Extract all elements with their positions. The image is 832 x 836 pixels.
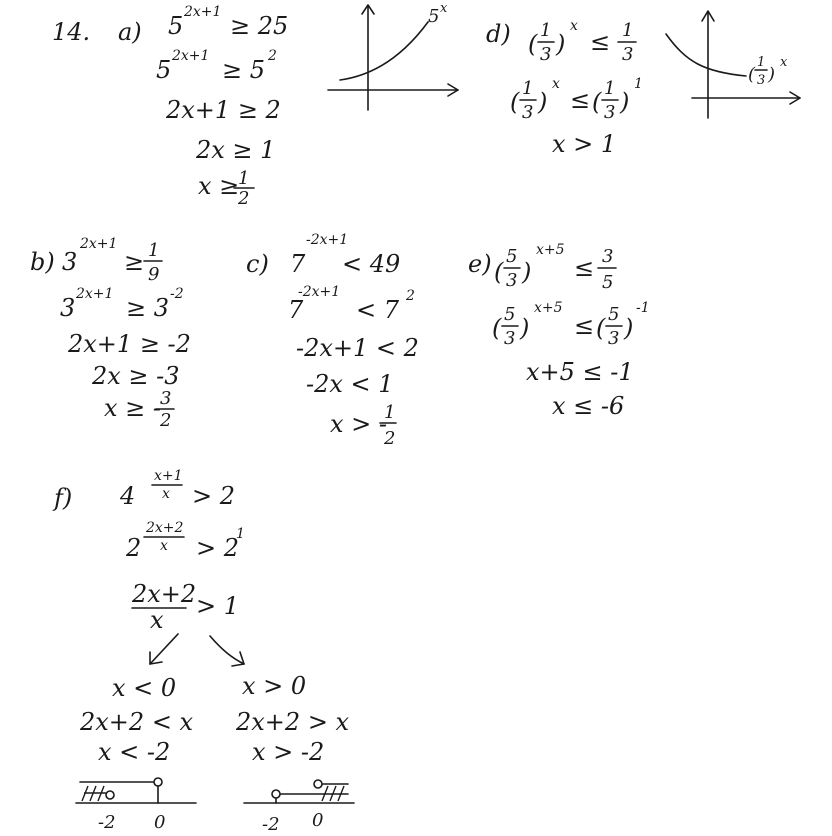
c-line1-exponent: -2x+1	[306, 232, 349, 248]
a-line1-exponent: 2x+1	[184, 4, 222, 20]
e-line1-numerator: 5	[506, 246, 518, 267]
c-line5-denominator: 2	[384, 428, 396, 449]
f-right-inequality: 2x+2 > x	[236, 708, 350, 736]
f-line1-exponent-denominator: x	[162, 486, 170, 502]
a-line1-base: 5	[168, 12, 184, 40]
f-left-open-point	[154, 778, 162, 786]
e-line1-right-numerator: 3	[602, 246, 614, 267]
f-right-open-point-0	[314, 780, 322, 788]
b-line5-left: x ≥ -	[104, 394, 162, 422]
f-right-tick-0: 0	[312, 810, 324, 831]
b-line4: 2x ≥ -3	[92, 362, 180, 390]
f-line2-right-exponent: 1	[236, 526, 245, 542]
e-line2-rparen-close: )	[624, 314, 634, 342]
f-line2-exponent-denominator: x	[160, 538, 168, 554]
part-b	[30, 236, 191, 431]
b-line1-base: 3	[62, 248, 78, 276]
f-line2-relation: > 2	[196, 534, 240, 562]
d-line2-right-denominator: 3	[604, 102, 616, 123]
d-line2-rparen-open: (	[592, 88, 602, 116]
b-line2-relation: ≥ 3	[126, 294, 170, 322]
part-a	[118, 4, 288, 209]
graph-d-exponent: x	[780, 55, 788, 70]
f-left-branch-arrow	[150, 634, 178, 664]
e-line2-right-exponent: -1	[636, 300, 650, 316]
a-line5-numerator: 1	[238, 168, 250, 189]
f-right-branch-arrowhead	[232, 652, 244, 666]
f-line1-relation: > 2	[192, 482, 236, 510]
d-line1-relation: ≤	[590, 28, 611, 56]
f-right-case: x > 0	[242, 672, 307, 700]
e-line1-open-paren: (	[494, 258, 504, 286]
part-d	[486, 18, 643, 158]
a-line5-left: x ≥	[198, 172, 240, 200]
graph-d-numerator: 1	[757, 55, 766, 70]
a-line2-right-exponent: 2	[268, 48, 277, 64]
d-line1-numerator: 1	[540, 20, 552, 41]
b-line5-numerator: 3	[160, 388, 172, 409]
part-d-label: d)	[486, 20, 511, 48]
c-line1-relation: < 49	[342, 250, 401, 278]
part-c	[246, 232, 419, 449]
c-line3: -2x+1 < 2	[296, 334, 419, 362]
f-line1-base: 4	[120, 482, 136, 510]
e-line2-exponent: x+5	[534, 300, 563, 316]
e-line2-numerator: 5	[504, 304, 516, 325]
f-left-result: x < -2	[98, 738, 171, 766]
c-line2-exponent: -2x+1	[298, 284, 341, 300]
part-e	[468, 242, 650, 420]
graph-d-denominator: 3	[757, 73, 766, 88]
e-line4: x ≤ -6	[552, 392, 625, 420]
f-left-open-point-minus2	[106, 791, 114, 799]
d-line2-exponent: x	[552, 76, 560, 92]
d-line2-rparen-close: )	[620, 88, 630, 116]
c-line2-relation: < 7	[356, 296, 400, 324]
d-line1-denominator: 3	[540, 44, 552, 65]
graph-d-close-paren: )	[768, 64, 776, 85]
f-right-tick-minus2: -2	[262, 814, 280, 835]
f-right-number-line	[244, 780, 354, 835]
graph-d-curve	[666, 34, 746, 76]
a-line3: 2x+1 ≥ 2	[166, 96, 281, 124]
part-f-label: f)	[54, 484, 73, 512]
e-line1-denominator: 3	[506, 270, 518, 291]
f-line2-base: 2	[126, 534, 142, 562]
c-line2-right-exponent: 2	[406, 288, 415, 304]
e-line2-relation: ≤	[574, 312, 595, 340]
part-a-label: a)	[118, 18, 142, 46]
part-b-label: b)	[30, 248, 55, 276]
b-line3: 2x+1 ≥ -2	[68, 330, 191, 358]
b-line1-exponent: 2x+1	[80, 236, 118, 252]
b-line2-exponent: 2x+1	[76, 286, 114, 302]
d-line1-close-paren: )	[556, 30, 566, 58]
f-left-tick-0: 0	[154, 812, 166, 833]
e-line1-exponent: x+5	[536, 242, 565, 258]
d-line2-numerator: 1	[522, 78, 534, 99]
part-e-label: e)	[468, 250, 492, 278]
a-line2-relation: ≥ 5	[222, 56, 266, 84]
graph-d	[666, 11, 800, 118]
f-left-number-line	[76, 778, 196, 833]
graph-a	[328, 1, 458, 110]
graph-a-label: 5	[428, 6, 440, 27]
a-line1-relation: ≥ 25	[230, 12, 289, 40]
d-line1-right-numerator: 1	[622, 20, 634, 41]
d-line1-exponent: x	[570, 18, 578, 34]
f-line2-exponent-numerator: 2x+2	[146, 520, 184, 536]
f-line3-relation: > 1	[196, 592, 240, 620]
f-left-tick-minus2: -2	[98, 812, 116, 833]
f-right-branch-arrow	[210, 636, 244, 664]
e-line2-right-numerator: 5	[608, 304, 620, 325]
d-line1-open-paren: (	[528, 30, 538, 58]
f-left-case: x < 0	[112, 674, 177, 702]
f-line1-exponent-numerator: x+1	[154, 468, 183, 484]
d-line2-right-exponent: 1	[634, 76, 643, 92]
e-line2-rparen-open: (	[596, 314, 606, 342]
b-line5-denominator: 2	[160, 410, 172, 431]
d-line2-open-paren: (	[510, 88, 520, 116]
c-line2-base: 7	[288, 296, 304, 324]
d-line2-close-paren: )	[538, 88, 548, 116]
part-f	[52, 468, 354, 835]
f-right-result: x > -2	[252, 738, 325, 766]
e-line1-right-denominator: 5	[602, 272, 614, 293]
e-line2-open-paren: (	[492, 314, 502, 342]
c-line1-base: 7	[290, 250, 306, 278]
d-line1-right-denominator: 3	[622, 44, 634, 65]
d-line2-right-numerator: 1	[604, 78, 616, 99]
f-left-inequality: 2x+2 < x	[80, 708, 194, 736]
b-line2-right-exponent: -2	[170, 286, 184, 302]
d-line2-relation: ≤	[570, 86, 591, 114]
c-line5-numerator: 1	[384, 402, 396, 423]
a-line2-base: 5	[156, 56, 172, 84]
e-line3: x+5 ≤ -1	[526, 358, 634, 386]
e-line1-relation: ≤	[574, 254, 595, 282]
c-line4: -2x < 1	[306, 370, 394, 398]
f-right-open-point-minus2	[272, 790, 280, 798]
part-c-label: c)	[246, 250, 269, 278]
graph-d-open-paren: (	[748, 64, 756, 85]
b-line2-base: 3	[60, 294, 76, 322]
b-line1-relation: ≥	[124, 248, 145, 276]
f-line3-denominator: x	[150, 606, 164, 634]
d-line2-denominator: 3	[522, 102, 534, 123]
a-line5-denominator: 2	[238, 188, 250, 209]
b-line1-numerator: 1	[148, 240, 160, 261]
e-line1-close-paren: )	[522, 258, 532, 286]
d-line3: x > 1	[552, 130, 617, 158]
a-line4: 2x ≥ 1	[196, 136, 276, 164]
graph-a-label-exponent: x	[440, 1, 448, 16]
a-line2-exponent: 2x+1	[172, 48, 210, 64]
c-line5-left: x > -	[330, 410, 388, 438]
graph-a-curve	[340, 22, 428, 80]
e-line2-close-paren: )	[520, 314, 530, 342]
f-line3-numerator: 2x+2	[132, 580, 197, 608]
problem-number: 14.	[52, 18, 91, 46]
e-line2-denominator: 3	[504, 328, 516, 349]
e-line2-right-denominator: 3	[608, 328, 620, 349]
b-line1-denominator: 9	[148, 264, 160, 285]
